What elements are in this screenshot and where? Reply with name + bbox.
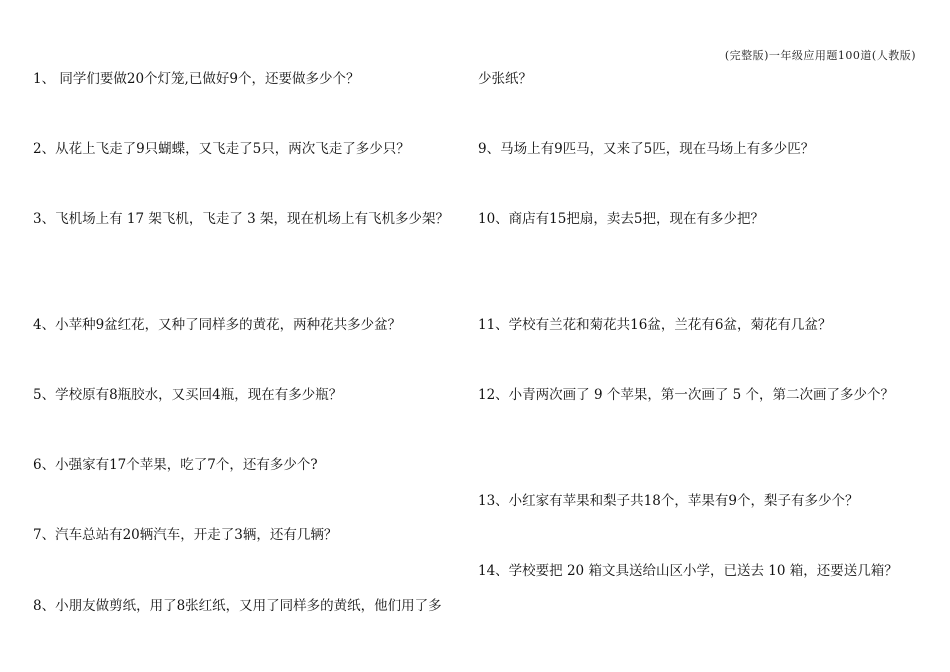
question-6: 6、小强家有17个苹果，吃了7个，还有多少个? <box>33 457 318 473</box>
question-9: 9、马场上有9匹马，又来了5匹，现在马场上有多少匹？ <box>478 141 815 157</box>
question-14: 14、学校要把 20 箱文具送给山区小学，已送去 10 箱，还要送几箱？ <box>478 563 898 579</box>
question-5: 5、学校原有8瓶胶水，又买回4瓶，现在有多少瓶？ <box>33 387 343 403</box>
question-4: 4、小苹种9盆红花，又种了同样多的黄花，两种花共多少盆？ <box>33 317 402 333</box>
question-13: 13、小红家有苹果和梨子共18个，苹果有9个，梨子有多少个？ <box>478 493 859 509</box>
question-8-start: 8、小朋友做剪纸，用了8张红纸，又用了同样多的黄纸，他们用了多 <box>33 598 442 614</box>
question-3: 3、飞机场上有 17 架飞机，飞走了 3 架，现在机场上有飞机多少架？ <box>33 211 450 227</box>
question-12: 12、小青两次画了 9 个苹果，第一次画了 5 个，第二次画了多少个？ <box>478 387 895 403</box>
question-8-end: 少张纸？ <box>478 71 532 87</box>
question-11: 11、学校有兰花和菊花共16盆，兰花有6盆，菊花有几盆？ <box>478 317 832 333</box>
document-header: (完整版)一年级应用题100道(人教版) <box>724 49 916 62</box>
question-1: 1、 同学们要做20个灯笼,已做好9个，还要做多少个？ <box>33 71 360 87</box>
question-10: 10、商店有15把扇，卖去5把，现在有多少把？ <box>478 211 764 227</box>
question-2: 2、从花上飞走了9只蝴蝶，又飞走了5只，两次飞走了多少只？ <box>33 141 410 157</box>
question-7: 7、汽车总站有20辆汽车，开走了3辆，还有几辆？ <box>33 527 338 543</box>
